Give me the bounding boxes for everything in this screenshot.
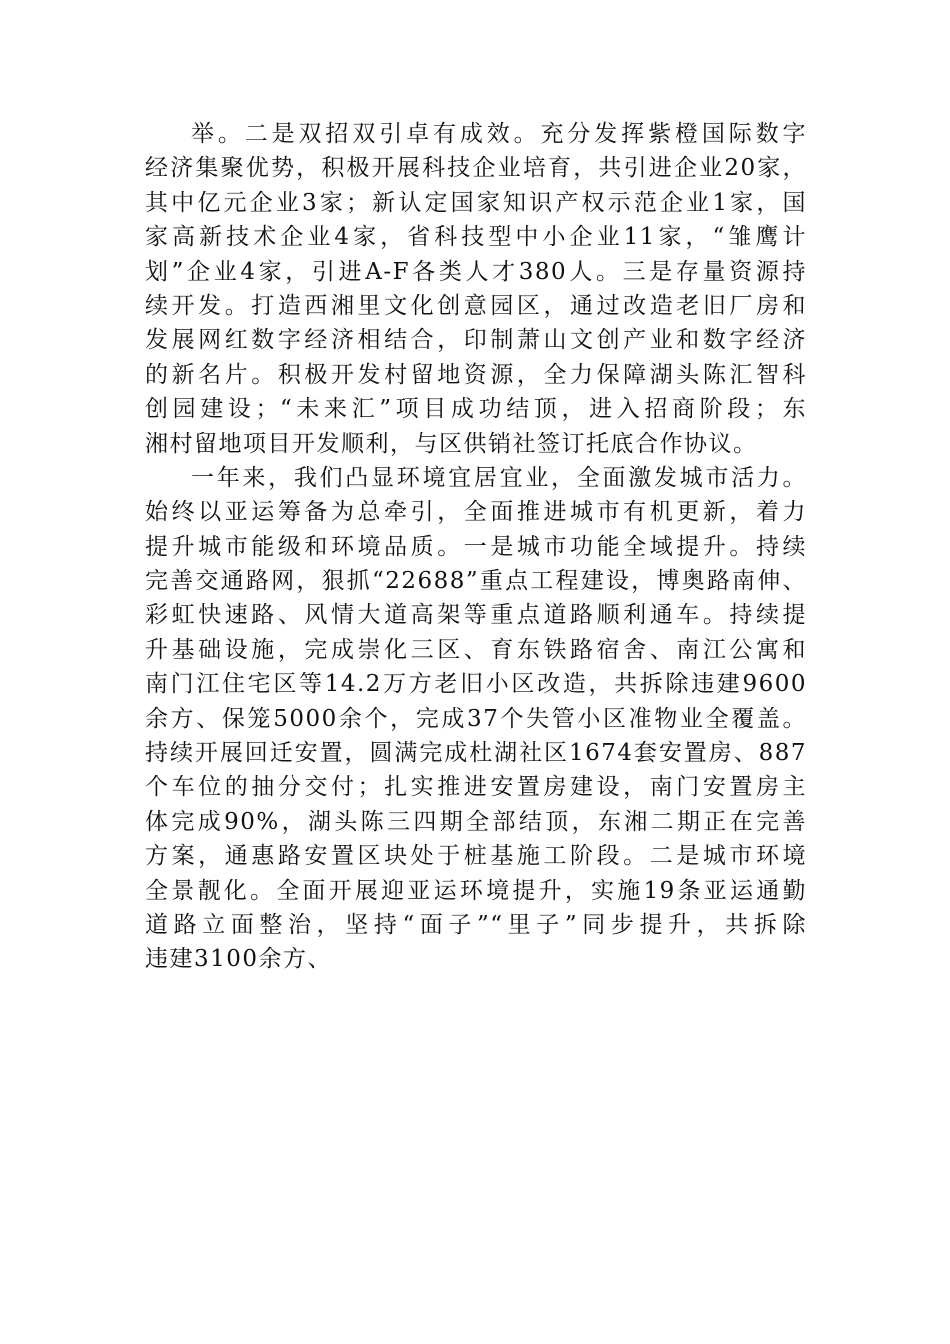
text-line: 彩虹快速路、风情大道高架等重点道路顺利通车。持续提 <box>145 602 807 629</box>
text-line: 全景靓化。全面开展迎亚运环境提升，实施19条亚运通勤 <box>145 877 807 904</box>
text-line: 违建3100余方、 <box>145 946 333 973</box>
text-line: 道路立面整治，坚持“面子”“里子”同步提升，共拆除 <box>145 911 807 938</box>
text-line: 家高新技术企业4家，省科技型中小企业11家，“雏鹰计 <box>145 224 807 251</box>
text-line: 方案，通惠路安置区块处于桩基施工阶段。二是城市环境 <box>145 843 807 870</box>
text-line: 始终以亚运筹备为总牵引，全面推进城市有机更新，着力 <box>145 499 807 526</box>
text-line: 举。二是双招双引卓有成效。充分发挥紫橙国际数字 <box>191 121 807 147</box>
text-line: 余方、保笼5000余个，完成37个失管小区准物业全覆盖。 <box>145 705 807 732</box>
text-line: 湘村留地项目开发顺利，与区供销社签订托底合作协议。 <box>145 430 758 457</box>
text-line: 续开发。打造西湘里文化创意园区，通过改造老旧厂房和 <box>145 292 807 319</box>
text-line: 升基础设施，完成崇化三区、育东铁路宿舍、南江公寓和 <box>145 636 807 663</box>
text-line: 体完成90%，湖头陈三四期全部结顶，东湘二期正在完善 <box>145 808 807 835</box>
text-line: 个车位的抽分交付；扎实推进安置房建设，南门安置房主 <box>145 774 807 801</box>
text-line: 划”企业4家，引进A-F各类人才380人。三是存量资源持 <box>145 258 807 285</box>
text-line: 创园建设；“未来汇”项目成功结顶，进入招商阶段；东 <box>145 396 807 423</box>
text-line: 提升城市能级和环境品质。一是城市功能全域提升。持续 <box>145 533 807 560</box>
text-line: 完善交通路网，狠抓“22688”重点工程建设，博奥路南伸、 <box>145 568 807 595</box>
text-line: 南门江住宅区等14.2万方老旧小区改造，共拆除违建9600 <box>145 671 807 698</box>
text-line: 发展网红数字经济相结合，印制萧山文创产业和数字经济 <box>145 327 807 354</box>
text-line: 的新名片。积极开发村留地资源，全力保障湖头陈汇智科 <box>145 361 807 388</box>
text-line: 其中亿元企业3家；新认定国家知识产权示范企业1家，国 <box>145 189 807 216</box>
body-text <box>145 117 807 977</box>
text-line: 持续开展回迁安置，圆满完成杜湖社区1674套安置房、887 <box>145 740 807 767</box>
text-line: 一年来，我们凸显环境宜居宜业，全面激发城市活力。 <box>191 464 807 491</box>
text-line: 经济集聚优势，积极开展科技企业培育，共引进企业20家， <box>145 155 807 182</box>
